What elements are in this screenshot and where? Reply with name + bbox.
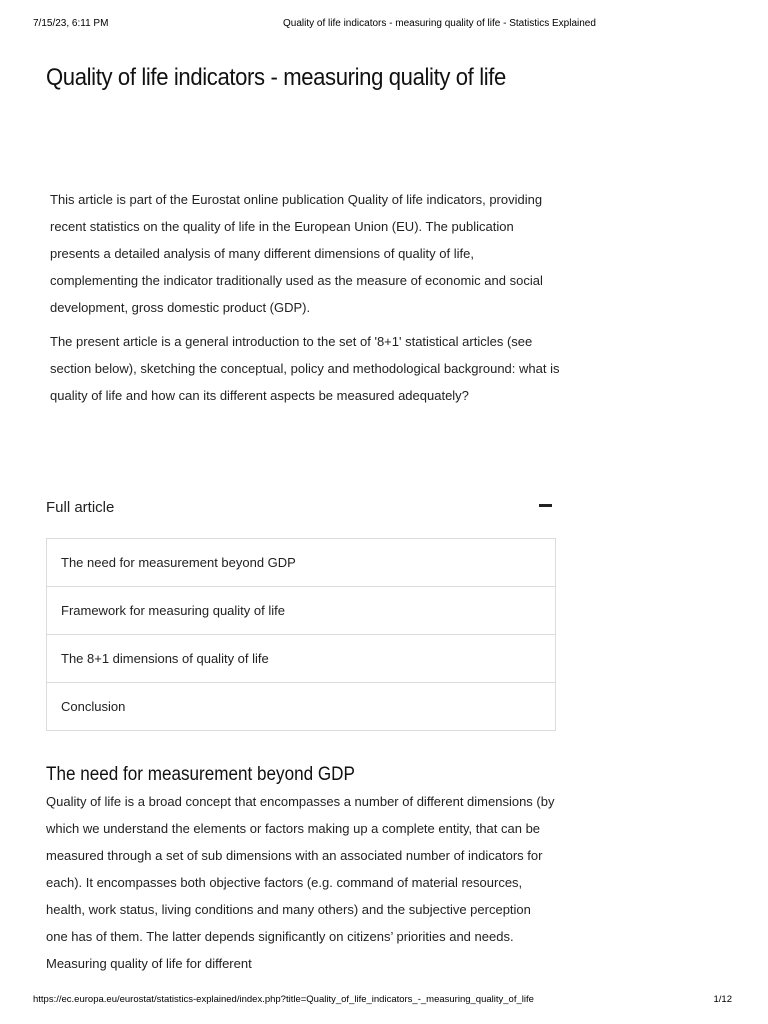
intro-paragraph-2: The present article is a general introduction to the set of '8+1' statistical articles (see section below), sketching the conceptual, policy and methodological background: what is quality of life and how can its different aspects be measured adequately? bbox=[50, 334, 560, 403]
print-document-title: Quality of life indicators - measuring quality of life - Statistics Explained bbox=[283, 18, 596, 29]
print-date: 7/15/23, 6:11 PM bbox=[33, 18, 109, 29]
page-title: Quality of life indicators - measuring quality of life bbox=[46, 64, 506, 91]
collapse-minus-icon[interactable] bbox=[539, 504, 552, 507]
full-article-header[interactable] bbox=[46, 496, 556, 520]
intro-paragraph-1: This article is part of the Eurostat online publication Quality of life indicators, providing recent statistics on the quality of life in the European Union (EU). The publication presents a detailed analysis of many different dimensions of quality of life, complementing the indicator traditionally used as the measure of economic and social development, gross domestic product (GDP). bbox=[50, 192, 543, 315]
print-url: https://ec.europa.eu/eurostat/statistics-explained/index.php?title=Quality_of_life_indicators_-_measuring_quality_of_life bbox=[33, 994, 534, 1005]
full-article-label: Full article bbox=[46, 499, 115, 516]
toc-item-framework[interactable]: Framework for measuring quality of life bbox=[47, 587, 555, 635]
toc-item-need-for-measurement[interactable]: The need for measurement beyond GDP bbox=[47, 539, 555, 587]
table-of-contents bbox=[46, 538, 556, 731]
toc-item-dimensions[interactable]: The 8+1 dimensions of quality of life bbox=[47, 635, 555, 683]
page-number: 1/12 bbox=[713, 994, 732, 1005]
section-heading: The need for measurement beyond GDP bbox=[46, 764, 355, 785]
intro-block bbox=[50, 186, 560, 416]
toc-item-conclusion[interactable]: Conclusion bbox=[61, 699, 126, 714]
section-body: Quality of life is a broad concept that encompasses a number of different dimensions (by which we understand the elements or factors making up a complete entity, that can be measured through a set of sub dimensions with an associated number of indicators for each). It encompasses both objective factors (e.g. command of material resources, health, work status, living conditions and many others) and the subjective perception one has of them. The latter depends significantly on citizens’ priorities and needs. Measuring quality of life for different bbox=[46, 794, 555, 971]
